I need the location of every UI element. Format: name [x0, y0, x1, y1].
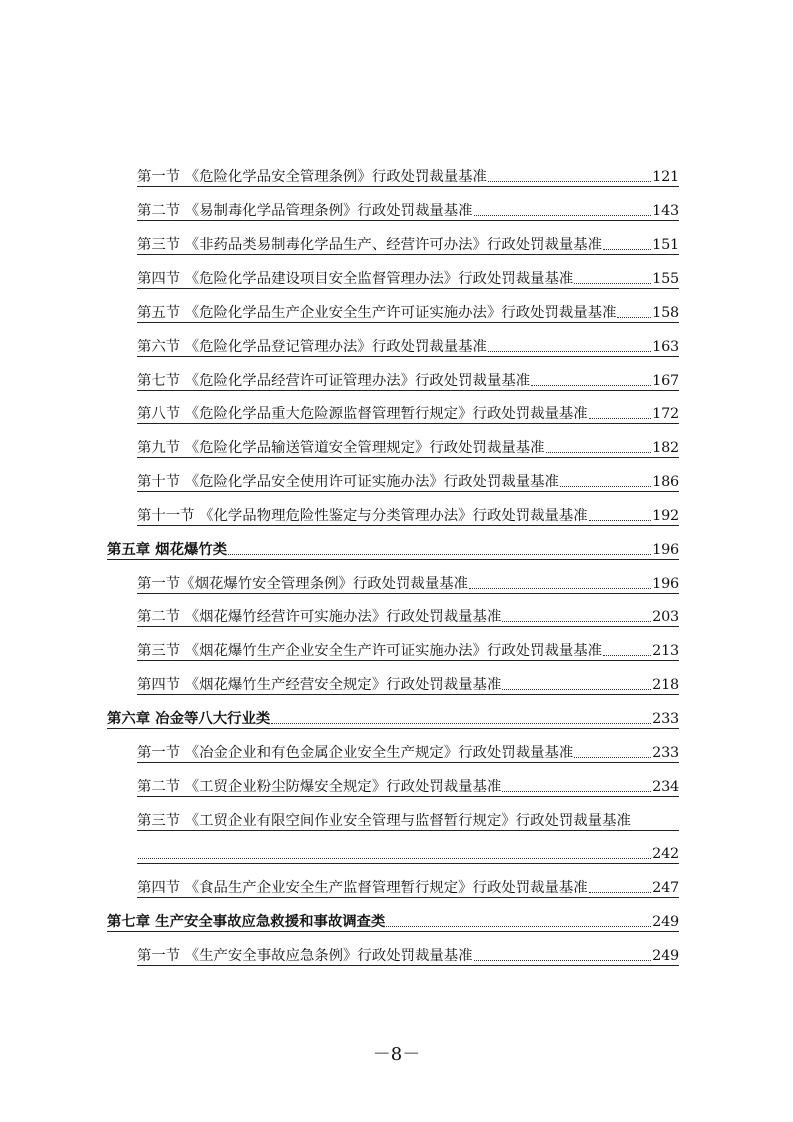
toc-entry-page: 213 — [652, 643, 679, 659]
toc-entry-title: 第七节 《危险化学品经营许可证管理办法》行政处罚裁量基准 — [137, 373, 531, 389]
toc-entry-title: 第十节 《危险化学品安全使用许可证实施办法》行政处罚裁量基准 — [137, 474, 559, 490]
dot-leader — [488, 180, 651, 182]
toc-entry[interactable] — [137, 945, 679, 966]
page-number: －8－ — [372, 1044, 421, 1065]
toc-entry[interactable] — [137, 877, 679, 898]
toc-entry[interactable] — [137, 810, 679, 831]
toc-entry-page: 172 — [652, 406, 679, 422]
dot-leader — [603, 654, 651, 656]
toc-entry-title: 第六节 《危险化学品登记管理办法》行政处罚裁量基准 — [137, 339, 487, 355]
dot-leader — [474, 214, 652, 216]
toc-entry-continuation[interactable] — [137, 843, 679, 864]
toc-entry-title: 第四节 《危险化学品建设项目安全监督管理办法》行政处罚裁量基准 — [137, 271, 574, 287]
toc-entry-title: 第二节 《工贸企业粉尘防爆安全规定》行政处罚裁量基准 — [137, 779, 502, 795]
toc-entry-page: 247 — [652, 880, 679, 896]
toc-entry[interactable] — [137, 437, 679, 458]
dot-leader — [469, 587, 651, 589]
toc-entry-page: 167 — [652, 373, 679, 389]
toc-entry-title: 第十一节 《化学品物理危险性鉴定与分类管理办法》行政处罚裁量基准 — [137, 508, 588, 524]
dot-leader — [589, 417, 651, 419]
dot-leader — [574, 756, 651, 758]
dot-leader — [617, 316, 651, 318]
toc-entry-title: 第三节 《工贸企业有限空间作业安全管理与监督暂行规定》行政处罚裁量基准 — [137, 813, 631, 829]
toc-entry-title: 第一节 《冶金企业和有色金属企业安全生产规定》行政处罚裁量基准 — [137, 745, 574, 761]
toc-entry-page: 196 — [652, 576, 679, 592]
dot-leader — [271, 722, 651, 724]
toc-entry-page: 234 — [652, 779, 679, 795]
toc-chapter-title: 第五章 烟花爆竹类 — [107, 541, 228, 558]
dot-leader — [488, 350, 651, 352]
dot-leader — [603, 248, 651, 250]
toc-entry-page: 121 — [652, 169, 679, 185]
toc-entry[interactable] — [137, 336, 679, 357]
toc-entry-page: 218 — [652, 677, 679, 693]
toc-entry[interactable] — [137, 674, 679, 695]
toc-entry-page: 158 — [652, 305, 679, 321]
toc-entry[interactable] — [137, 370, 679, 391]
toc-entry-page: 192 — [652, 508, 679, 524]
toc-entry-page: 163 — [652, 339, 679, 355]
toc-entry-page: 186 — [652, 474, 679, 490]
toc-entry[interactable] — [137, 471, 679, 492]
toc-entry[interactable] — [137, 403, 679, 424]
dot-leader — [546, 451, 652, 453]
toc-chapter-title: 第七章 生产安全事故应急救援和事故调查类 — [107, 913, 386, 930]
dot-leader — [589, 891, 651, 893]
toc-entry-page: 249 — [652, 914, 679, 930]
toc-entry[interactable] — [137, 742, 679, 763]
toc-entry-page: 143 — [652, 203, 679, 219]
toc-entry[interactable] — [137, 573, 679, 594]
toc-entry[interactable] — [137, 606, 679, 627]
toc-entry-title: 第八节 《危险化学品重大危险源监督管理暂行规定》行政处罚裁量基准 — [137, 406, 588, 422]
toc-chapter-title: 第六章 冶金等八大行业类 — [107, 710, 271, 727]
toc-entry-page: 155 — [652, 271, 679, 287]
toc-entry-title: 第九节 《危险化学品输送管道安全管理规定》行政处罚裁量基准 — [137, 440, 545, 456]
dot-leader — [474, 959, 652, 961]
dot-leader — [138, 857, 651, 859]
toc-entry-page: 242 — [652, 846, 679, 862]
toc-entry[interactable] — [137, 776, 679, 797]
toc-entry-page: 233 — [652, 745, 679, 761]
dot-leader — [228, 553, 651, 555]
toc-entry[interactable] — [137, 302, 679, 323]
toc-chapter-entry[interactable] — [107, 539, 679, 560]
toc-entry[interactable] — [137, 234, 679, 255]
toc-entry-page: 151 — [652, 237, 679, 253]
dot-leader — [502, 790, 651, 792]
toc-entry-title: 第三节 《烟花爆竹生产企业安全生产许可证实施办法》行政处罚裁量基准 — [137, 643, 603, 659]
toc-entry-title: 第三节 《非药品类易制毒化学品生产、经营许可办法》行政处罚裁量基准 — [137, 237, 603, 253]
toc-entry-title: 第五节 《危险化学品生产企业安全生产许可证实施办法》行政处罚裁量基准 — [137, 305, 617, 321]
toc-entry-title: 第四节 《烟花爆竹生产经营安全规定》行政处罚裁量基准 — [137, 677, 502, 693]
dot-leader — [574, 282, 651, 284]
dot-leader — [502, 688, 651, 690]
toc-entry-page: 233 — [652, 711, 679, 727]
toc-entry-title: 第一节 《生产安全事故应急条例》行政处罚裁量基准 — [137, 948, 473, 964]
dot-leader — [386, 925, 651, 927]
toc-entry[interactable] — [137, 268, 679, 289]
dot-leader — [589, 519, 651, 521]
toc-entry[interactable] — [137, 200, 679, 221]
toc-entry-title: 第一节 《危险化学品安全管理条例》行政处罚裁量基准 — [137, 169, 487, 185]
toc-entry-page: 196 — [652, 542, 679, 558]
toc-chapter-entry[interactable] — [107, 911, 679, 932]
toc-entry[interactable] — [137, 166, 679, 187]
toc-entry-title: 第二节 《烟花爆竹经营许可实施办法》行政处罚裁量基准 — [137, 609, 502, 625]
toc-entry-title: 第一节《烟花爆竹安全管理条例》行政处罚裁量基准 — [137, 576, 468, 592]
dot-leader — [502, 620, 651, 622]
toc-entry-title: 第四节 《食品生产企业安全生产监督管理暂行规定》行政处罚裁量基准 — [137, 880, 588, 896]
toc-entry-page: 249 — [652, 948, 679, 964]
toc-entry-title: 第二节 《易制毒化学品管理条例》行政处罚裁量基准 — [137, 203, 473, 219]
toc-entry-page: 182 — [652, 440, 679, 456]
toc-entry[interactable] — [137, 640, 679, 661]
dot-leader — [531, 384, 651, 386]
toc-chapter-entry[interactable] — [107, 708, 679, 729]
toc-entry[interactable] — [137, 505, 679, 526]
toc-entry-page: 203 — [652, 609, 679, 625]
dot-leader — [560, 485, 651, 487]
